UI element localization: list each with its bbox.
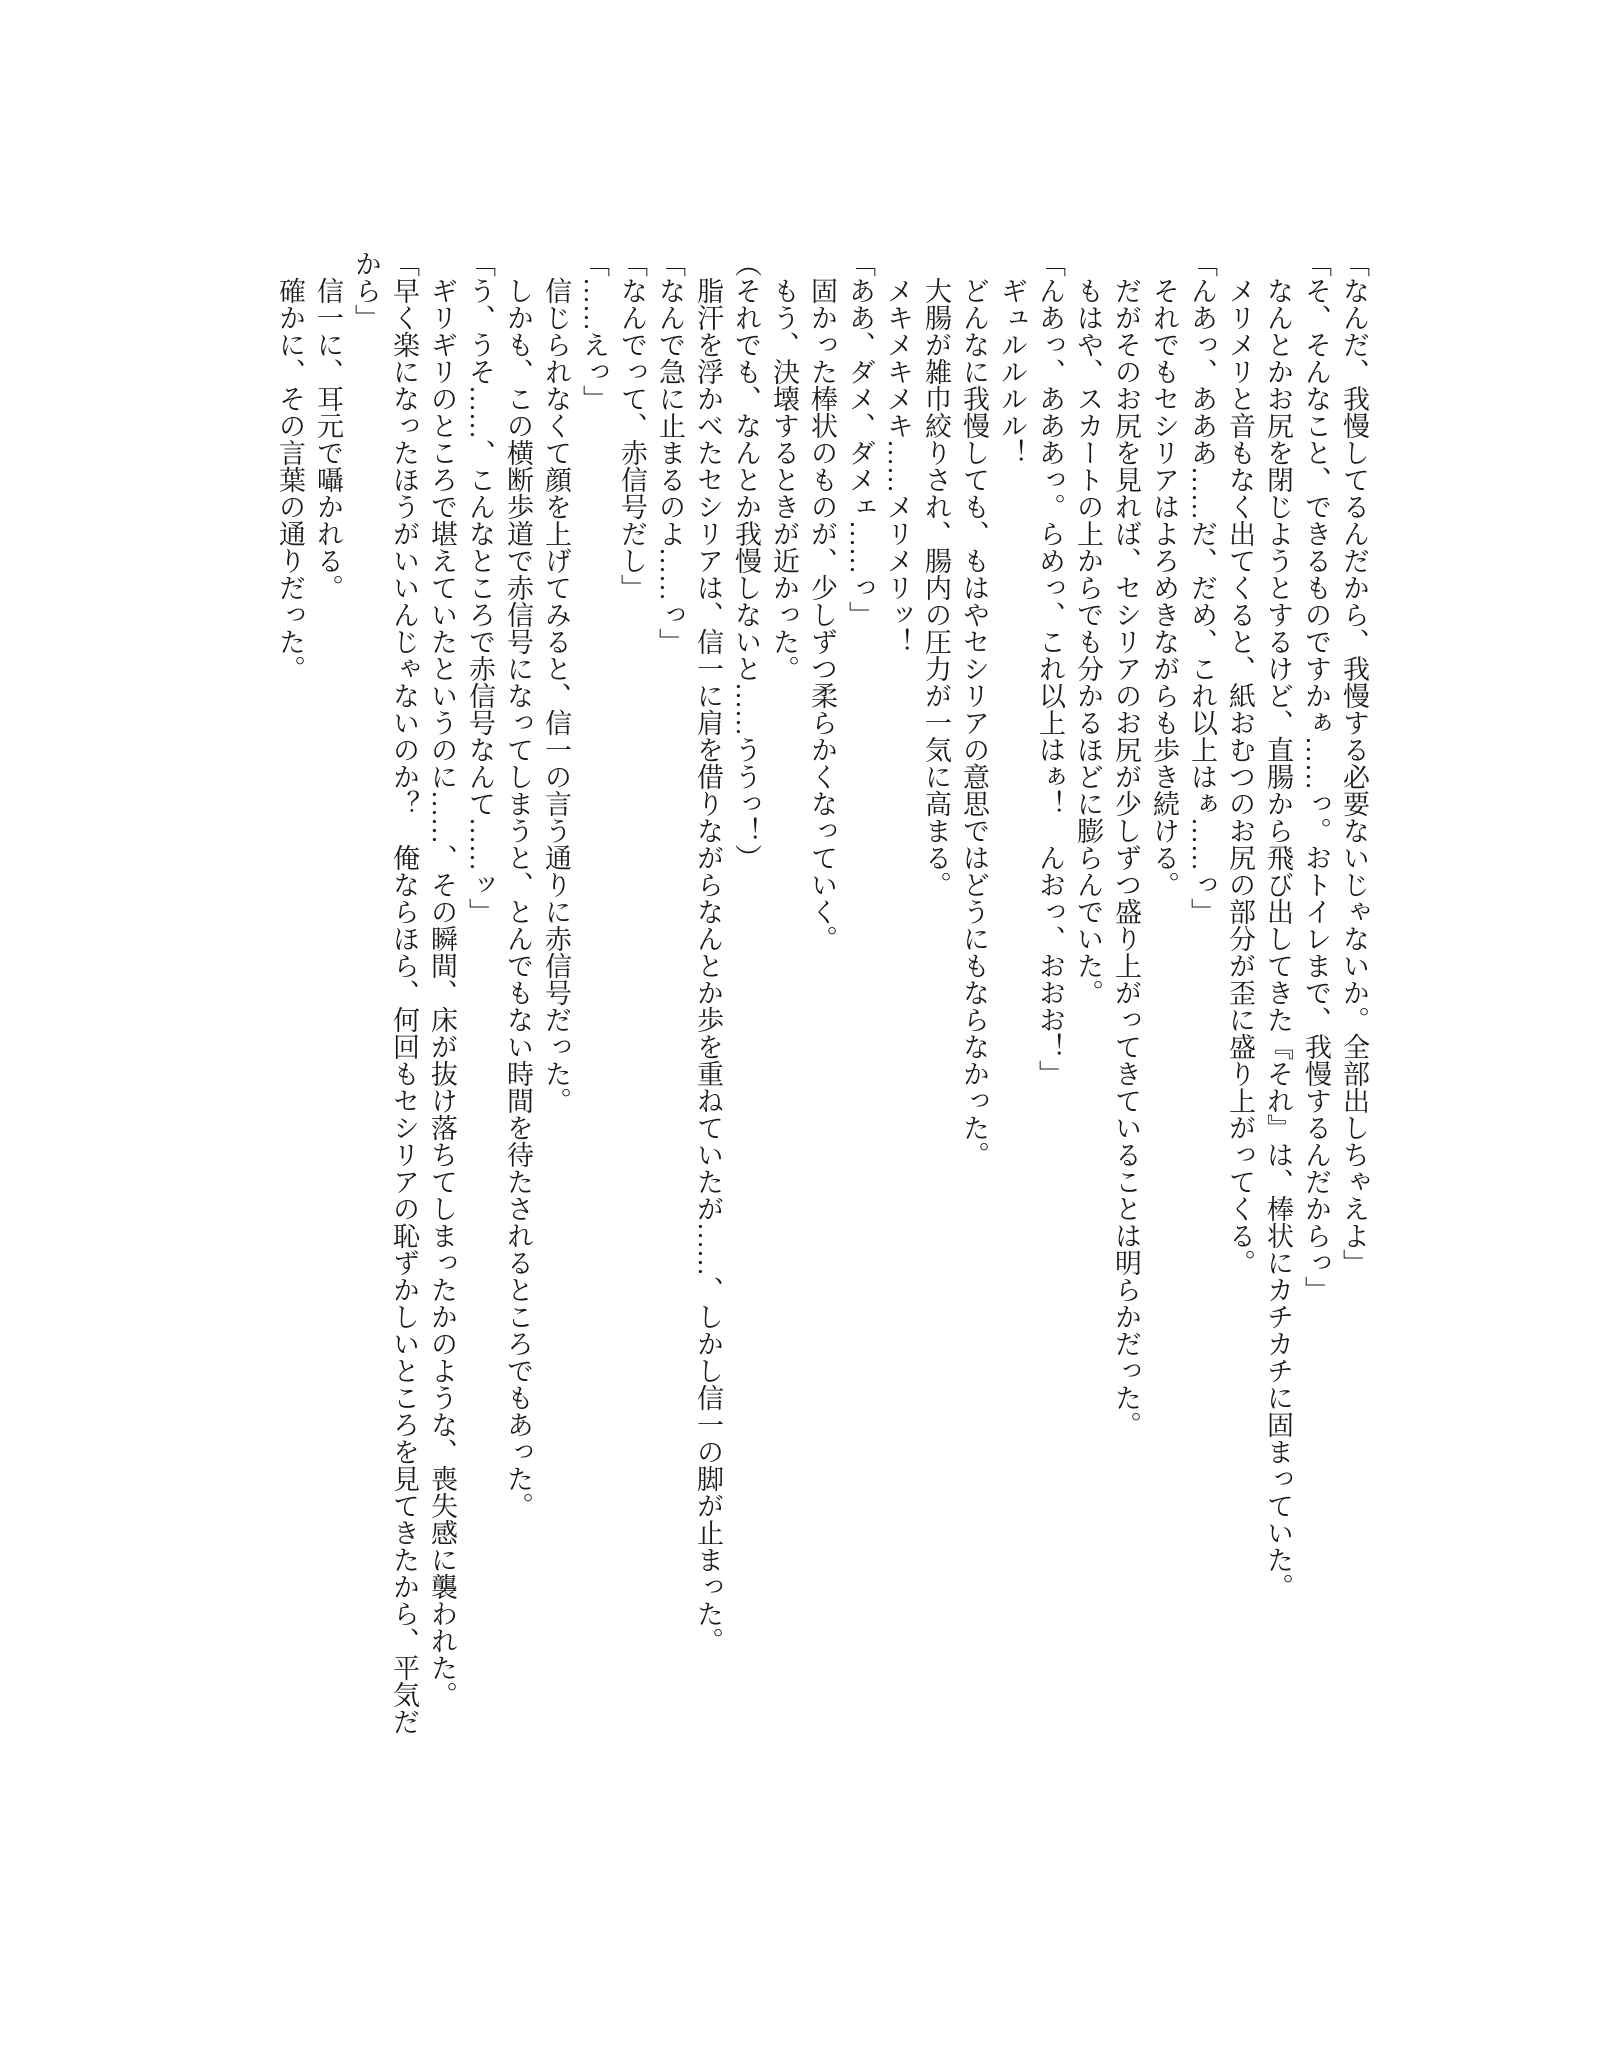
text-line: 「んあっ、あああ……だ、だめ、これ以上はぁ……っ」: [1187, 250, 1217, 925]
text-line: だがそのお尻を見れば、セシリアのお尻が少しずつ盛り上がってきていることは明らかだった。: [1111, 250, 1141, 1438]
text-line: それでもセシリアはよろめきながらも歩き続ける。: [1149, 250, 1179, 898]
text-line: 「なんで急に止まるのよ……っ」: [655, 250, 685, 655]
text-line: メキメキメキ……メリメリッ！: [883, 250, 913, 655]
text-line: メリメリと音もなく出てくると、紙おむつのお尻の部分が歪に盛り上がってくる。: [1225, 250, 1255, 1276]
text-line: 「なんでって、赤信号だし」: [617, 250, 647, 601]
text-line: 「なんだ、我慢してるんだから、我慢する必要ないじゃないか。全部出しちゃえよ」: [1339, 250, 1369, 1276]
text-line: 信じられなくて顔を上げてみると、信一の言う通りに赤信号だった。: [541, 250, 571, 1114]
text-line: 「んあっ、あああっ。らめっ、これ以上はぁ！ んおっ、おおお！」: [1035, 250, 1065, 1087]
text-line: もはや、スカートの上からでも分かるほどに膨らんでいた。: [1073, 250, 1103, 1006]
text-line: どんなに我慢しても、もはやセシリアの意思ではどうにもならなかった。: [959, 250, 989, 1168]
text-line: ギュルルルル！: [997, 250, 1027, 466]
text-line: 「そ、そんなこと、できるものですかぁ……っ。おトイレまで、我慢するんだからっ」: [1301, 250, 1331, 1303]
text-line: なんとかお尻を閉じようとするけど、直腸から飛び出してきた『それ』は、棒状にカチカチに固まっていた。: [1263, 250, 1293, 1600]
vertical-text-block: [271, 250, 1373, 1740]
text-line: 「……えっ」: [579, 250, 609, 412]
text-line: 固かった棒状のものが、少しずつ柔らかくなっていく。: [807, 250, 837, 952]
text-line: 脂汗を浮かべたセシリアは、信一に肩を借りながらなんとか歩を重ねていたが……、しかし信一の脚が止まった。: [693, 250, 723, 1654]
text-line: （それでも、なんとか我慢しないと……ううっ！）: [731, 250, 761, 871]
text-line: ギリギリのところで堪えていたというのに……、その瞬間、床が抜け落ちてしまったかのような、喪失感に襲われた。: [427, 250, 457, 1708]
text-line: 確かに、その言葉の通りだった。: [275, 250, 305, 682]
text-line: 「う、うそ……、こんなところで赤信号なんて……ッ」: [465, 250, 495, 925]
text-line: しかも、この横断歩道で赤信号になってしまうと、とんでもない時間を待たされるところでもあった。: [503, 250, 533, 1519]
text-line: 「ああ、ダメ、ダメェ……っ」: [845, 250, 875, 628]
text-line: 「早く楽になったほうがいいんじゃないのか？ 俺ならほら、何回もセシリアの恥ずかしいところを見てきたから、平気だから」: [351, 250, 419, 1735]
text-line: 信一に、耳元で囁かれる。: [313, 250, 343, 601]
text-line: もう、決壊するときが近かった。: [769, 250, 799, 682]
text-line: 大腸が雑巾絞りされ、腸内の圧力が一気に高まる。: [921, 250, 951, 898]
